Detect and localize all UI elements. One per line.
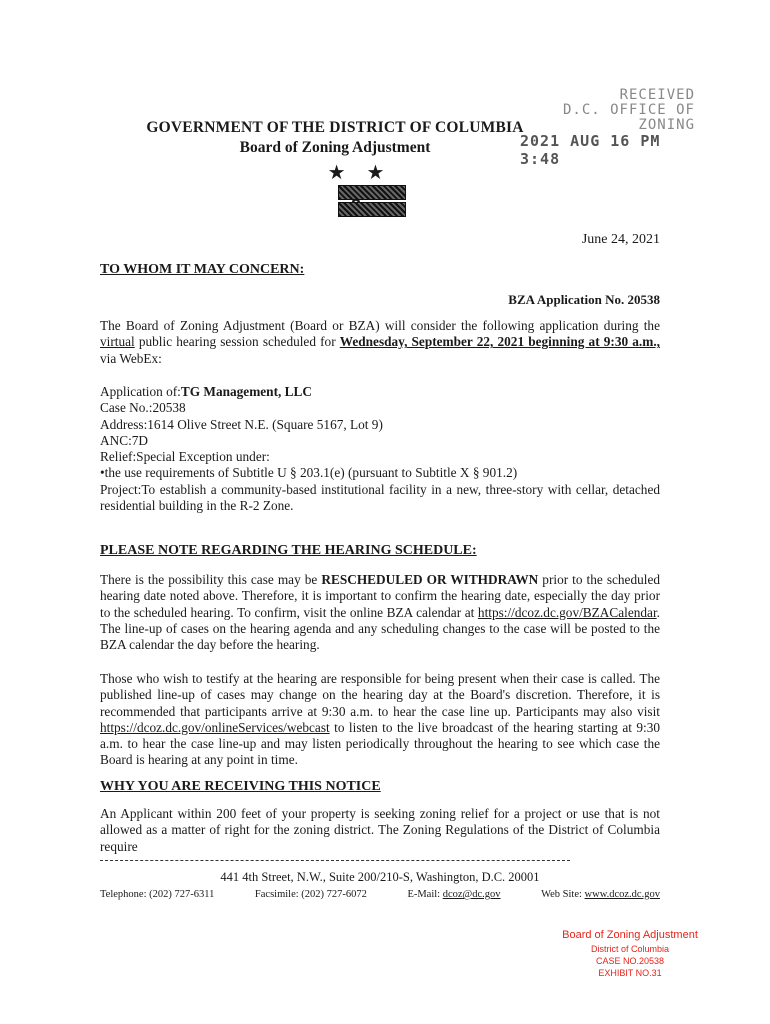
intro-text: via WebEx:	[100, 350, 162, 366]
intro-virtual: virtual	[100, 334, 135, 350]
footer-contacts	[100, 889, 660, 900]
case-number: Case No.:20538	[100, 400, 186, 416]
footer-website	[541, 889, 660, 900]
property-address: Address:1614 Olive Street N.E. (Square 5167, Lot 9)	[100, 416, 383, 432]
intro-text: public hearing session scheduled for	[134, 334, 340, 350]
received-stamp-date: 2021 AUG 16 PM 3:48	[520, 132, 661, 168]
government-title: GOVERNMENT OF THE DISTRICT OF COLUMBIA	[146, 119, 524, 136]
applicant-name: TG Management, LLC	[180, 384, 312, 399]
footer-facsimile: Facsimile: (202) 727-6072	[254, 889, 367, 900]
bza-calendar-link[interactable]: https://dcoz.dc.gov/BZACalendar	[477, 604, 657, 620]
website-label: Web Site:	[541, 889, 585, 900]
rescheduled-notice: RESCHEDULED OR WITHDRAWN	[321, 572, 539, 587]
notice-heading: WHY YOU ARE RECEIVING THIS NOTICE	[100, 779, 381, 794]
application-number: BZA Application No. 20538	[508, 292, 660, 307]
schedule-text: . The line-up of cases on the hearing agenda and any scheduling changes to the case will be posted to the BZA calendar the day before the hearing.	[100, 604, 660, 653]
footer-divider	[100, 860, 570, 861]
applicant-label: Application of:	[100, 384, 181, 399]
exhibit-stamp	[550, 928, 710, 979]
applicant-line	[100, 384, 660, 400]
footer-telephone: Telephone: (202) 727-6311	[100, 889, 215, 900]
webcast-link[interactable]: https://dcoz.dc.gov/onlineServices/webcast	[100, 719, 330, 735]
exhibit-board: Board of Zoning Adjustment	[562, 929, 698, 941]
dc-flag-bar-icon	[338, 185, 406, 200]
footer-email	[407, 889, 500, 900]
exhibit-number: EXHIBIT NO.31	[598, 968, 662, 978]
schedule-paragraph-2	[100, 671, 660, 769]
email-label: E-Mail:	[407, 889, 443, 900]
relief: Relief:Special Exception under:	[100, 449, 270, 465]
salutation: TO WHOM IT MAY CONCERN:	[100, 262, 305, 277]
letter-date: June 24, 2021	[581, 232, 660, 247]
received-stamp-line2: D.C. OFFICE OF ZONING	[562, 102, 695, 133]
website-link[interactable]: www.dcoz.dc.gov	[584, 889, 660, 900]
exhibit-case-number: CASE NO.20538	[595, 956, 665, 966]
anc: ANC:7D	[100, 432, 149, 448]
schedule-text: Those who wish to testify at the hearing are responsible for being present when their case is called. The published line-up of cases may change on the hearing day at the Board's discretion. Therefore, it is recommended that participants arrive at 9:30 a.m. to hear the case line up. Participants may also visit	[100, 671, 660, 719]
schedule-text: to listen to the live broadcast of the hearing starting at 9:30 a.m. to hear the case line-up and may listen periodically throughout the hearing to see which case the Board is hearing at any point in time.	[100, 719, 660, 768]
email-link[interactable]: dcoz@dc.gov	[442, 889, 501, 900]
application-details	[100, 384, 660, 514]
dc-flag-bar-icon	[338, 202, 406, 217]
relief-item: •the use requirements of Subtitle U § 203.1(e) (pursuant to Subtitle X § 901.2)	[100, 465, 518, 481]
board-title: Board of Zoning Adjustment	[239, 139, 431, 156]
exhibit-district: District of Columbia	[590, 944, 670, 954]
notice-paragraph: An Applicant within 200 feet of your property is seeking zoning relief for a project or use that is not allowed as a matter of right for the zoning district. The Zoning Regulations of the District of Columbia require	[100, 806, 660, 854]
footer-address: 441 4th Street, N.W., Suite 200/210-S, Washington, D.C. 20001	[220, 870, 540, 884]
intro-paragraph	[100, 318, 660, 367]
schedule-text: There is the possibility this case may be	[100, 572, 322, 587]
schedule-heading: PLEASE NOTE REGARDING THE HEARING SCHEDULE:	[100, 543, 477, 558]
received-stamp-line1: RECEIVED	[619, 87, 695, 103]
project-description: Project:To establish a community-based institutional facility in a new, three-story with cellar, detached residential building in the R-2 Zone.	[100, 481, 660, 514]
hearing-date: Wednesday, September 22, 2021 beginning at 9:30 a.m.,	[339, 334, 660, 350]
schedule-text: prior to the scheduled hearing date noted above. Therefore, it is important to confirm the hearing date, especially the day prior to the scheduled hearing. To confirm, visit the online BZA calendar at	[100, 572, 660, 620]
dc-flag-stars-icon: ★ ★	[327, 162, 393, 184]
schedule-paragraph-1	[100, 572, 660, 653]
intro-text: The Board of Zoning Adjustment (Board or BZA) will consider the following application during the	[100, 318, 660, 333]
